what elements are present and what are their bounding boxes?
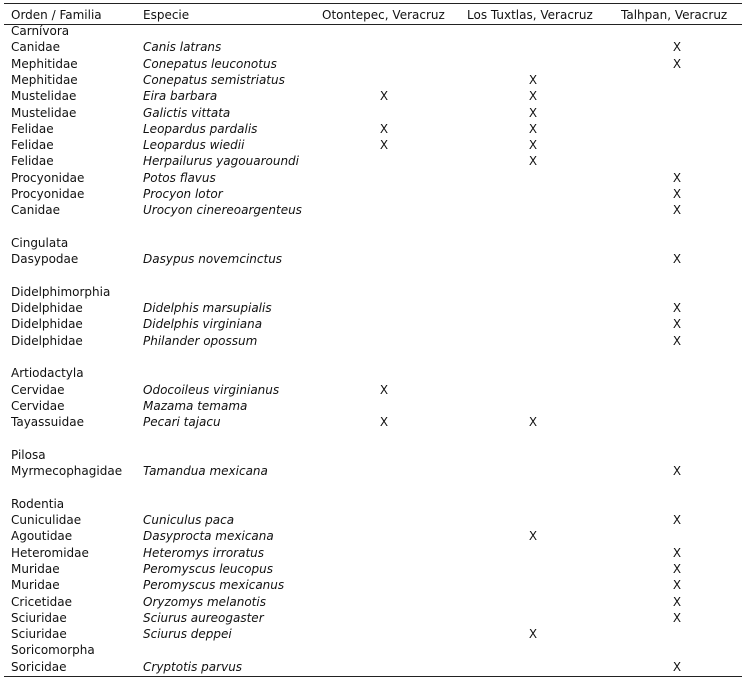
family-cell: Muridae [11,578,60,593]
family-cell: Didelphidae [11,333,83,348]
header-site-los-tuxtlas: Los Tuxtlas, Veracruz [467,8,593,22]
family-cell: Tayassuidae [11,415,84,430]
species-cell: Dasyprocta mexicana [143,529,274,544]
table-row [0,187,746,203]
table-row [0,40,746,56]
table-row [0,171,746,187]
table-row [0,203,746,219]
species-cell: Galictis vittata [143,105,231,120]
family-cell: Mephitidae [11,72,78,87]
table-row [0,464,746,480]
order-name: Pilosa [11,447,46,462]
species-cell: Conepatus leuconotus [143,56,277,71]
spacer-row [0,220,746,236]
species-cell: Herpailurus yagouaroundi [143,154,299,169]
spacer-row [0,432,746,448]
presence-mark-otontepec: X [379,415,389,430]
table-row [0,383,746,399]
spacer-row [0,480,746,496]
species-cell: Mazama temama [143,398,248,413]
presence-mark-los-tuxtlas: X [528,154,538,169]
presence-mark-talhpan: X [672,333,682,348]
family-cell: Soricidae [11,659,67,674]
family-cell: Felidae [11,154,54,169]
table-row [0,334,746,350]
table-row [0,627,746,643]
family-cell: Procyonidae [11,187,85,201]
presence-mark-los-tuxtlas: X [528,72,538,87]
table-bottom-rule [4,676,742,677]
order-name: Didelphimorphia [11,284,111,299]
table-row [0,122,746,138]
species-cell: Didelphis virginiana [143,317,263,332]
table-row [0,529,746,545]
family-cell: Agoutidae [11,529,73,544]
header-orden-familia: Orden / Familia [11,8,102,22]
presence-mark-talhpan: X [672,464,682,479]
order-row [0,448,746,464]
family-cell: Felidae [11,138,54,153]
table-row [0,415,746,431]
species-cell: Odocoileus virginianus [143,382,280,397]
order-row [0,236,746,252]
family-cell: Muridae [11,561,60,576]
table-row [0,578,746,594]
species-cell: Sciurus aureogaster [143,610,264,625]
presence-mark-talhpan: X [672,659,682,674]
species-cell: Canis latrans [143,40,222,55]
family-cell: Cuniculidae [11,513,82,527]
presence-mark-talhpan: X [672,317,682,332]
table-row [0,138,746,154]
family-cell: Cricetidae [11,594,73,609]
species-cell: Cryptotis parvus [143,659,243,674]
presence-mark-otontepec: X [379,89,389,104]
family-cell: Sciuridae [11,610,67,625]
table-row [0,595,746,611]
table-row [0,89,746,105]
presence-mark-talhpan: X [672,561,682,576]
species-cell: Heteromys irroratus [143,545,265,560]
order-row [0,24,746,40]
species-cell: Conepatus semistriatus [143,72,285,87]
species-cell: Procyon lotor [143,187,223,201]
species-cell: Cuniculus paca [143,513,235,527]
table-row [0,660,746,676]
presence-mark-talhpan: X [672,301,682,316]
species-cell: Philander opossum [143,333,258,348]
species-cell: Leopardus pardalis [143,121,258,136]
species-cell: Peromyscus mexicanus [143,578,285,593]
order-row [0,366,746,382]
species-cell: Peromyscus leucopus [143,561,273,576]
species-cell: Oryzomys melanotis [143,594,266,609]
species-cell: Sciurus deppei [143,627,232,642]
presence-mark-los-tuxtlas: X [528,105,538,120]
family-cell: Didelphidae [11,317,83,332]
order-name: Rodentia [11,496,65,511]
presence-mark-talhpan: X [672,513,682,527]
presence-mark-los-tuxtlas: X [528,415,538,430]
family-cell: Procyonidae [11,170,85,185]
table-row [0,57,746,73]
presence-mark-otontepec: X [379,138,389,153]
species-cell: Eira barbara [143,89,218,104]
family-cell: Cervidae [11,382,65,397]
presence-mark-los-tuxtlas: X [528,138,538,153]
family-cell: Mephitidae [11,56,78,71]
presence-mark-los-tuxtlas: X [528,121,538,136]
table-row [0,252,746,268]
table-row [0,154,746,170]
presence-mark-los-tuxtlas: X [528,627,538,642]
presence-mark-talhpan: X [672,203,682,218]
order-row [0,497,746,513]
header-site-talhpan: Talhpan, Veracruz [621,8,728,22]
presence-mark-talhpan: X [672,594,682,609]
presence-mark-otontepec: X [379,382,389,397]
family-cell: Mustelidae [11,89,77,104]
family-cell: Myrmecophagidae [11,464,123,479]
species-cell: Didelphis marsupialis [143,301,272,316]
spacer-row [0,350,746,366]
presence-mark-talhpan: X [672,545,682,560]
family-cell: Canidae [11,40,61,55]
presence-mark-talhpan: X [672,56,682,71]
table-row [0,611,746,627]
presence-mark-los-tuxtlas: X [528,529,538,544]
presence-mark-los-tuxtlas: X [528,89,538,104]
order-name: Cingulata [11,235,69,250]
order-row [0,643,746,659]
table-row [0,546,746,562]
table-row [0,562,746,578]
species-cell: Tamandua mexicana [143,464,268,479]
presence-mark-talhpan: X [672,170,682,185]
table-row [0,513,746,529]
presence-mark-talhpan: X [672,610,682,625]
family-cell: Cervidae [11,398,65,413]
header-site-otontepec: Otontepec, Veracruz [322,8,445,22]
order-row [0,285,746,301]
family-cell: Felidae [11,121,54,136]
table-row [0,73,746,89]
table-row [0,106,746,122]
presence-mark-otontepec: X [379,121,389,136]
order-name: Soricomorpha [11,643,95,658]
species-cell: Leopardus wiedii [143,138,245,153]
presence-mark-talhpan: X [672,252,682,267]
table-row [0,317,746,333]
species-cell: Potos flavus [143,170,216,185]
presence-mark-talhpan: X [672,40,682,55]
header-especie: Especie [143,8,190,22]
species-cell: Dasypus novemcinctus [143,252,283,267]
species-cell: Urocyon cinereoargenteus [143,203,302,218]
family-cell: Heteromidae [11,545,89,560]
family-cell: Mustelidae [11,105,77,120]
presence-mark-talhpan: X [672,187,682,201]
family-cell: Sciuridae [11,627,67,642]
presence-mark-talhpan: X [672,578,682,593]
spacer-row [0,269,746,285]
table-row [0,301,746,317]
table-row [0,399,746,415]
family-cell: Dasypodae [11,252,79,267]
order-name: Carnívora [11,24,70,38]
species-cell: Pecari tajacu [143,415,221,430]
family-cell: Canidae [11,203,61,218]
family-cell: Didelphidae [11,301,83,316]
order-name: Artiodactyla [11,366,84,381]
